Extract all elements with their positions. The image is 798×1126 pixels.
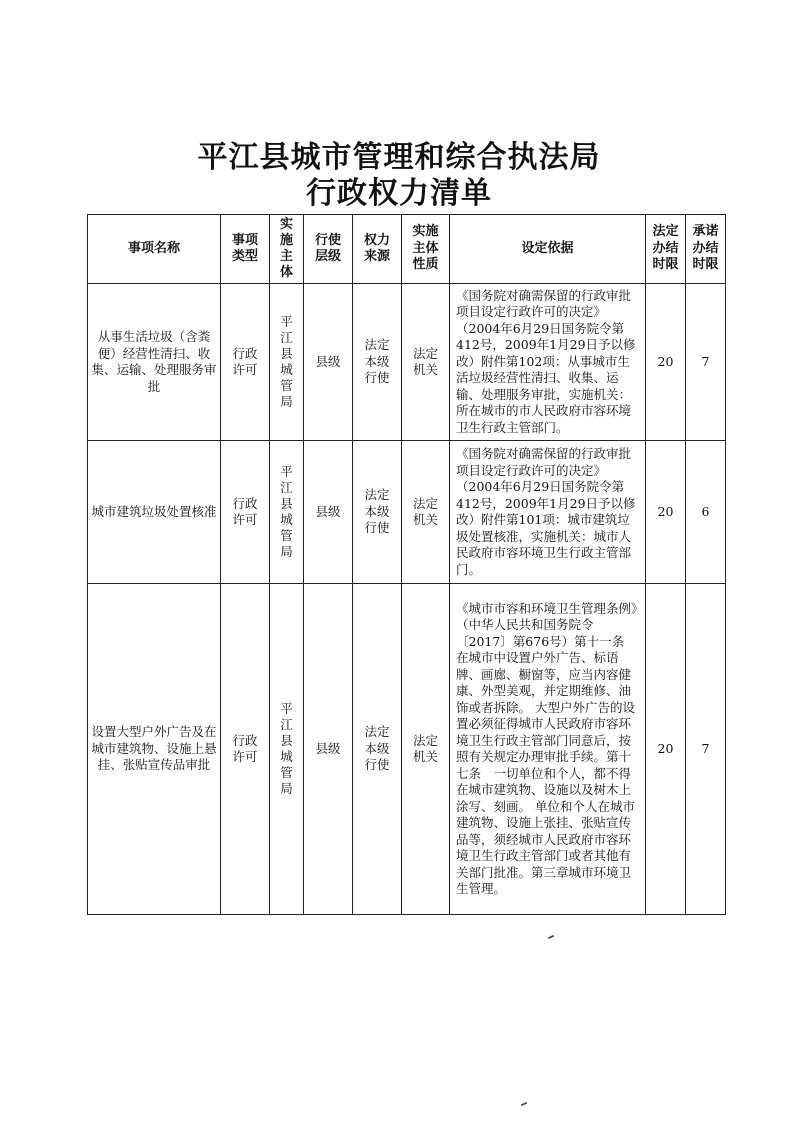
cell-subject: 平江县城管局 [270, 441, 304, 584]
table-header-row [88, 215, 726, 284]
cell-basis: 《国务院对确需保留的行政审批项目设定行政许可的决定》（2004年6月29日国务院令第412号，2009年1月29日予以修改）附件第101项：城市建筑垃圾处置核准，实施机关：城市人民政府市容环境卫生行政主管部门。 [450, 441, 646, 584]
cell-legal-days: 20 [646, 284, 686, 441]
cell-promise-days: 7 [686, 284, 726, 441]
header-subject: 实施主体 [270, 215, 304, 284]
cell-nature: 法定机关 [402, 284, 450, 441]
cell-promise-days: 6 [686, 441, 726, 584]
header-basis: 设定依据 [450, 215, 646, 284]
header-promise-days: 承诺办结时限 [686, 215, 726, 284]
cell-name: 从事生活垃圾（含粪便）经营性清扫、收集、运输、处理服务审批 [88, 284, 221, 441]
cell-legal-days: 20 [646, 584, 686, 915]
cell-basis: 《国务院对确需保留的行政审批项目设定行政许可的决定》（2004年6月29日国务院令第412号，2009年1月29日予以修改）附件第102项：从事城市生活垃圾经营性清扫、收集、运输、处理服务审批，实施机关：所在城市的市人民政府市容环境卫生行政主管部门。 [450, 284, 646, 441]
cell-legal-days: 20 [646, 441, 686, 584]
header-type: 事项类型 [221, 215, 270, 284]
cell-source: 法定本级行使 [353, 284, 402, 441]
header-nature: 实施主体性质 [402, 215, 450, 284]
cell-subject: 平江县城管局 [270, 584, 304, 915]
cell-nature: 法定机关 [402, 584, 450, 915]
scan-speck [521, 1102, 527, 1106]
cell-type: 行政许可 [221, 441, 270, 584]
cell-type: 行政许可 [221, 584, 270, 915]
cell-subject: 平江县城管局 [270, 284, 304, 441]
header-level: 行使层级 [304, 215, 353, 284]
header-source: 权力来源 [353, 215, 402, 284]
table-row [88, 584, 726, 915]
header-name: 事项名称 [88, 215, 221, 284]
cell-name: 城市建筑垃圾处置核准 [88, 441, 221, 584]
power-list-table [87, 214, 726, 915]
cell-nature: 法定机关 [402, 441, 450, 584]
cell-name: 设置大型户外广告及在城市建筑物、设施上悬挂、张贴宣传品审批 [88, 584, 221, 915]
header-legal-days: 法定办结时限 [646, 215, 686, 284]
cell-basis: 《城市市容和环境卫生管理条例》（中华人民共和国务院令〔2017〕第676号）第十一条 在城市中设置户外广告、标语牌、画廊、橱窗等，应当内容健康、外型美观，并定期维修、油饰或者拆除。 大型户外广告的设置必须征得城市人民政府市容环境卫生行政主管部门同意后，按照有关规定办理审批手续。第十七条 一切单位和个人，都不得在城市建筑物、设施以及树木上涂写、刻画。 单位和个人在城市建筑物、设施上张挂、张贴宣传品等，须经城市人民政府市容环境卫生行政主管部门或者其他有关部门批准。第三章城市环境卫生管理。 [450, 584, 646, 915]
cell-level: 县级 [304, 284, 353, 441]
cell-type: 行政许可 [221, 284, 270, 441]
cell-promise-days: 7 [686, 584, 726, 915]
scan-speck [548, 935, 554, 939]
document-title: 平江县城市管理和综合执法局 [197, 140, 601, 175]
cell-source: 法定本级行使 [353, 441, 402, 584]
cell-source: 法定本级行使 [353, 584, 402, 915]
cell-level: 县级 [304, 584, 353, 915]
table-row [88, 441, 726, 584]
table-row [88, 284, 726, 441]
document-subtitle: 行政权力清单 [306, 176, 492, 211]
cell-level: 县级 [304, 441, 353, 584]
